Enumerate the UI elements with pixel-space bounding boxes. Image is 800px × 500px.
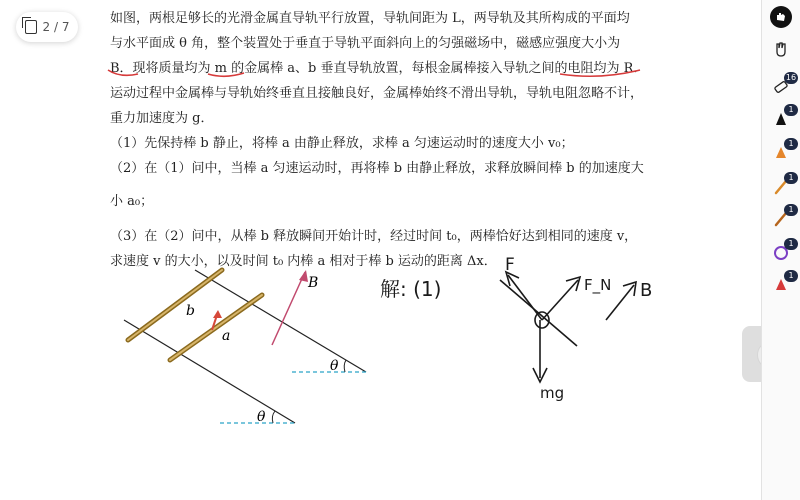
lasso-icon[interactable] <box>770 239 794 264</box>
problem-line-1: 如图，两根足够长的光滑金属直导轨平行放置，导轨间距为 L，两导轨及其所构成的平面均 <box>110 11 630 26</box>
rail-upper <box>195 270 366 372</box>
field-arrow <box>272 272 305 345</box>
label-theta-bottom: θ <box>257 409 266 425</box>
tool-badge: 1 <box>784 238 798 250</box>
hand-label-B: B <box>640 280 653 301</box>
label-B: B <box>308 275 319 291</box>
hand-label-mg: mg <box>540 384 565 402</box>
rail-lower <box>124 320 295 423</box>
annotation-underline-B <box>108 70 138 75</box>
label-b: b <box>186 303 195 319</box>
problem-line-4: 运动过程中金属棒与导轨始终垂直且接触良好，金属棒始终不滑出导轨，导轨电阻忽略不计， <box>110 86 644 101</box>
tool-badge: 1 <box>784 204 798 216</box>
tool-badge: 1 <box>784 138 798 150</box>
tool-badge: 1 <box>784 270 798 282</box>
question-3a: （3）在（2）问中，从棒 b 释放瞬间开始计时，经过时间 t₀，两棒恰好达到相同的速度 v， <box>110 229 638 244</box>
tool-badge: 1 <box>784 172 798 184</box>
tool-badge: 16 <box>785 73 797 82</box>
question-2a: （2）在（1）问中，当棒 a 匀速运动时，再将棒 b 由静止释放，求释放瞬间棒 b 的加速度大 <box>110 161 644 176</box>
problem-line-5: 重力加速度为 g． <box>110 111 214 126</box>
problem-line-3: B．现将质量均为 m 的金属棒 a、b 垂直导轨放置，每根金属棒接入导轨之间的电阻均为 R． <box>110 61 647 76</box>
question-1: （1）先保持棒 b 静止，将棒 a 由静止释放，求棒 a 匀速运动时的速度大小 v₀； <box>110 136 574 151</box>
annotation-underline-R <box>560 70 640 76</box>
pointer-hand-icon[interactable] <box>770 38 792 60</box>
label-theta-top: θ <box>330 358 339 374</box>
annotation-underline-m <box>208 73 244 76</box>
question-3b: 求速度 v 的大小，以及时间 t₀ 内棒 a 相对于棒 b 运动的距离 Δx． <box>110 254 497 269</box>
handwritten-solution: 解: (1) <box>380 277 442 301</box>
force-F-line <box>508 275 542 320</box>
marker-orange-icon[interactable] <box>770 139 794 164</box>
hand-label-FN: F_N <box>584 276 612 294</box>
pencil-orange-icon[interactable] <box>770 173 794 198</box>
pen-tool-icon[interactable] <box>770 105 794 130</box>
label-a: a <box>222 328 231 344</box>
pencil-brown-icon[interactable] <box>770 205 794 230</box>
annotation-toolbar <box>761 0 800 500</box>
problem-line-2: 与水平面成 θ 角，整个装置处于垂直于导轨平面斜向上的匀强磁场中，磁感应强度大小为 <box>110 36 621 51</box>
eraser-icon[interactable] <box>770 73 797 98</box>
hand-label-F: F <box>505 255 515 275</box>
highlighter-red-icon[interactable] <box>770 271 794 296</box>
tool-badge: 1 <box>784 104 798 116</box>
page-number: 2 / 7 <box>42 20 70 34</box>
question-2b: 小 a₀； <box>110 194 154 209</box>
hand-tool-icon[interactable] <box>770 6 792 28</box>
